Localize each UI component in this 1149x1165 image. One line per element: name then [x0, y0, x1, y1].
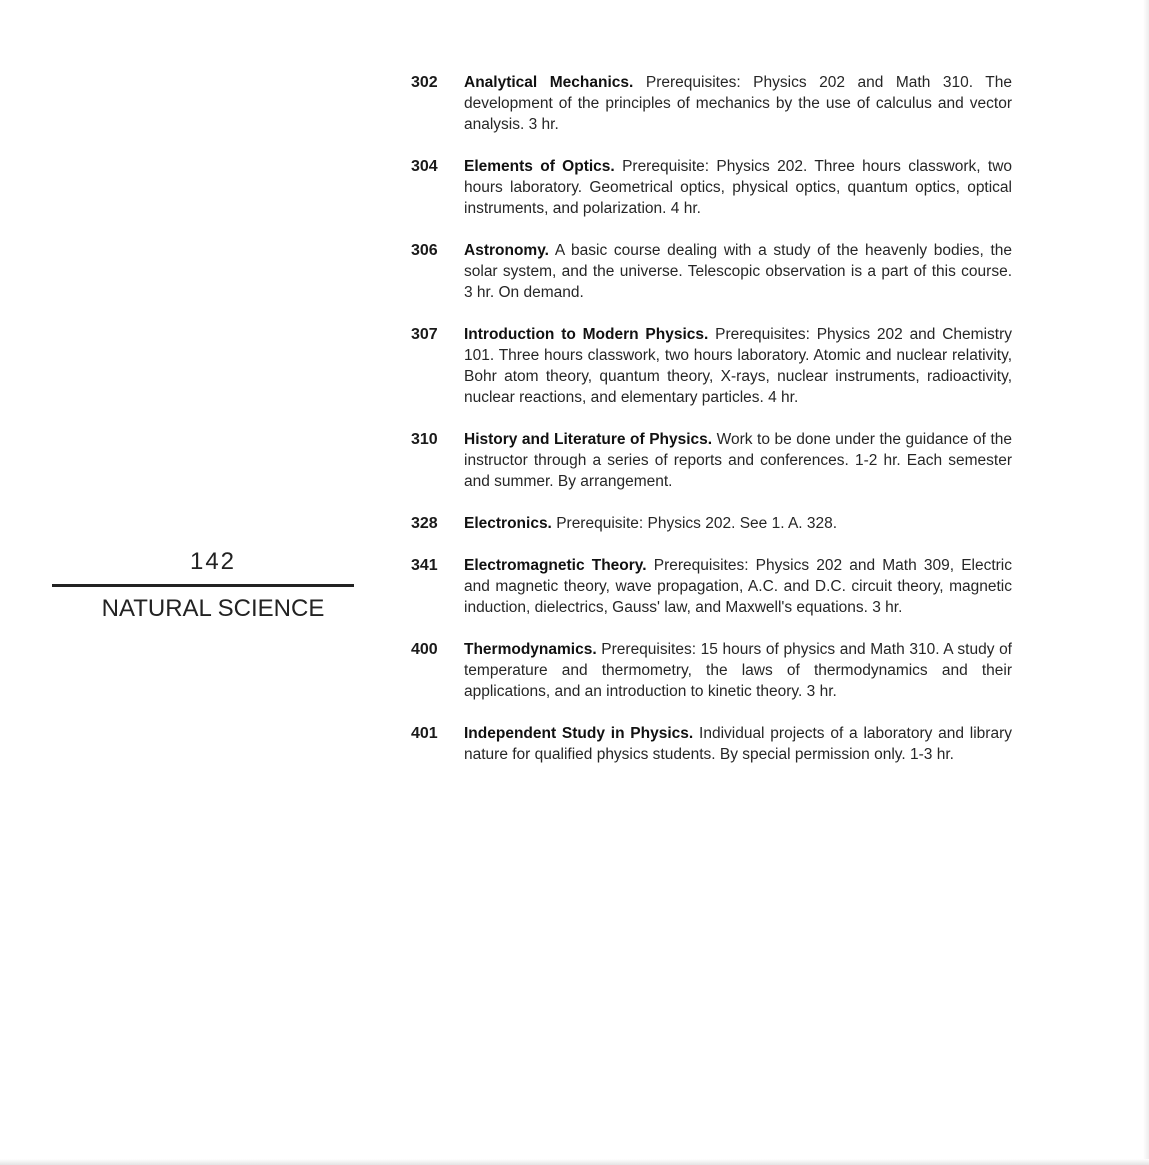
course-number: 302	[411, 74, 438, 91]
course-number: 306	[411, 242, 438, 259]
course-description: Prerequisite: Physics 202. See 1. A. 328.	[556, 515, 838, 532]
course-list	[408, 72, 1012, 786]
divider-rule	[52, 584, 354, 587]
course-entry	[408, 72, 1012, 135]
course-description: Prerequisites: 15 hours of physics and Math 310. A study of temperature and thermometry, the laws of thermodynamics and their applications, and an introduction to kinetic theory. 3 hr.	[464, 641, 1012, 700]
course-title: Analytical Mechanics.	[464, 74, 634, 91]
course-number: 310	[411, 431, 438, 448]
course-body	[464, 723, 1012, 765]
course-entry	[408, 324, 1012, 408]
course-number: 401	[411, 725, 438, 742]
course-description: Prerequisites: Physics 202 and Chemistry 101. Three hours classwork, two hours laboratory. Atomic and nuclear relativity, Bohr atom theory, quantum theory, X-rays, nuclear instruments, radioactivity, nuclear reactions, and elementary particles. 4 hr.	[464, 326, 1012, 406]
course-description: Prerequisites: Physics 202 and Math 310. The development of the principles of mechanics by the use of calculus and vector analysis. 3 hr.	[464, 74, 1013, 133]
course-body	[464, 72, 1012, 135]
course-body	[464, 324, 1012, 408]
course-number: 328	[411, 515, 438, 532]
course-entry	[408, 240, 1012, 303]
course-body	[464, 513, 1012, 534]
course-title: Astronomy.	[464, 242, 549, 259]
section-name: NATURAL SCIENCE	[101, 595, 325, 622]
course-description: Prerequisites: Physics 202 and Math 309, Electric and magnetic theory, wave propagation, A.C. and D.C. circuit theory, magnetic induction, dielectrics, Gauss' law, and Maxwell's equations. 3 hr.	[464, 557, 1013, 616]
course-body	[464, 156, 1012, 219]
course-title: Elements of Optics.	[464, 158, 615, 175]
course-body	[464, 639, 1012, 702]
course-title: Electronics.	[464, 515, 552, 532]
course-title: Introduction to Modern Physics.	[464, 326, 709, 343]
course-entry	[408, 513, 1012, 534]
course-body	[464, 429, 1012, 492]
course-number: 400	[411, 641, 438, 658]
course-description: A basic course dealing with a study of the heavenly bodies, the solar system, and the universe. Telescopic observation is a part of this course. 3 hr. On demand.	[464, 242, 1012, 301]
course-entry	[408, 723, 1012, 765]
course-title: Independent Study in Physics.	[464, 725, 694, 742]
margin-heading	[52, 548, 354, 623]
course-entry	[408, 429, 1012, 492]
course-description: Work to be done under the guidance of the instructor through a series of reports and conferences. 1-2 hr. Each semester and summer. By arrangement.	[464, 431, 1012, 490]
scan-edge-right	[1143, 0, 1149, 1165]
scan-edge-bottom	[0, 1159, 1149, 1165]
course-number: 304	[411, 158, 438, 175]
page-number: 142	[189, 548, 237, 575]
course-title: History and Literature of Physics.	[464, 431, 713, 448]
course-title: Electromagnetic Theory.	[464, 557, 647, 574]
course-entry	[408, 156, 1012, 219]
course-number: 341	[411, 557, 438, 574]
course-body	[464, 555, 1012, 618]
course-title: Thermodynamics.	[464, 641, 597, 658]
course-number: 307	[411, 326, 438, 343]
course-entry	[408, 555, 1012, 618]
course-description: Prerequisite: Physics 202. Three hours classwork, two hours laboratory. Geometrical optics, physical optics, quantum optics, optical instruments, and polarization. 4 hr.	[464, 158, 1013, 217]
course-entry	[408, 639, 1012, 702]
course-body	[464, 240, 1012, 303]
course-description: Individual projects of a laboratory and library nature for qualified physics students. By special permission only. 1-3 hr.	[464, 725, 1013, 763]
